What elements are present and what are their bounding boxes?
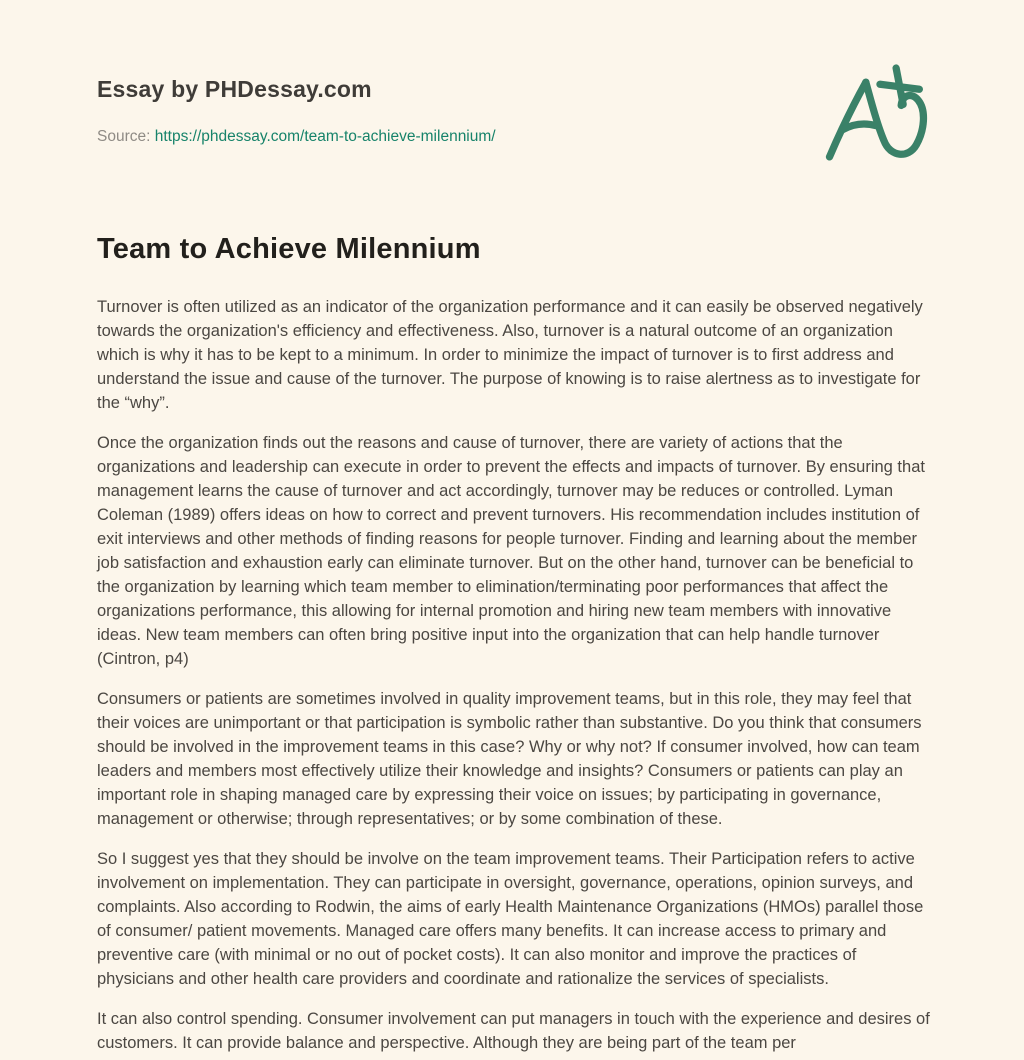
source-link[interactable]: https://phdessay.com/team-to-achieve-milennium/	[154, 128, 496, 145]
phdessay-logo	[823, 60, 945, 166]
a-plus-icon	[823, 60, 945, 166]
essay-paragraph: Consumers or patients are sometimes involved in quality improvement teams, but in this role, they may feel that their voices are unimportant or that participation is symbolic rather than substantive. Do you think that consumers should be involved in the improvement teams in this case? Why or why not? If consumer involved, how can team leaders and members most effectively utilize their knowledge and insights? Consumers or patients can play an important role in shaping managed care by expressing their voice on issues; by participating in governance, management or otherwise; through representatives; or by some combination of these.	[97, 690, 922, 828]
source-row	[97, 128, 930, 146]
essay-body	[97, 295, 933, 1055]
essay-paragraph: Once the organization finds out the reasons and cause of turnover, there are variety of actions that the organizations and leadership can execute in order to prevent the effects and impacts of turnover. By ensuring that management learns the cause of turnover and act accordingly, turnover may be reduces or controlled. Lyman Coleman (1989) offers ideas on how to correct and prevent turnovers. His recommendation includes institution of exit interviews and other methods of finding reasons for people turnover. Finding and learning about the member job satisfaction and exhaustion early can eliminate turnover. But on the other hand, turnover can be beneficial to the organization by learning which team member to elimination/terminating poor performances that affect the organizations performance, this allowing for internal promotion and hiring new team members with innovative ideas. New team members can often bring positive input into the organization that can help handle turnover (Cintron, p4)	[97, 434, 925, 668]
essay-paragraph: It can also control spending. Consumer involvement can put managers in touch with the experience and desires of customers. It can provide balance and perspective. Although they are being part of the team per	[97, 1010, 930, 1052]
page-title: Team to Achieve Milennium	[97, 233, 481, 265]
byline: Essay by PHDessay.com	[97, 76, 372, 102]
essay-paragraph: Turnover is often utilized as an indicator of the organization performance and it can easily be observed negatively towards the organization's efficiency and effectiveness. Also, turnover is a natural outcome of an organization which is why it has to be kept to a minimum. In order to minimize the impact of turnover is to first address and understand the issue and cause of the turnover. The purpose of knowing is to raise alertness as to investigate for the “why”.	[97, 298, 923, 412]
source-label: Source:	[97, 128, 151, 145]
essay-paragraph: So I suggest yes that they should be involve on the team improvement teams. Their Participation refers to active involvement on implementation. They can participate in oversight, governance, operations, opinion surveys, and complaints. Also according to Rodwin, the aims of early Health Maintenance Organizations (HMOs) parallel those of consumer/ patient movements. Managed care offers many benefits. It can increase access to primary and preventive care (with minimal or no out of pocket costs). It can also monitor and improve the practices of physicians and other health care providers and coordinate and rationalize the services of specialists.	[97, 850, 924, 988]
